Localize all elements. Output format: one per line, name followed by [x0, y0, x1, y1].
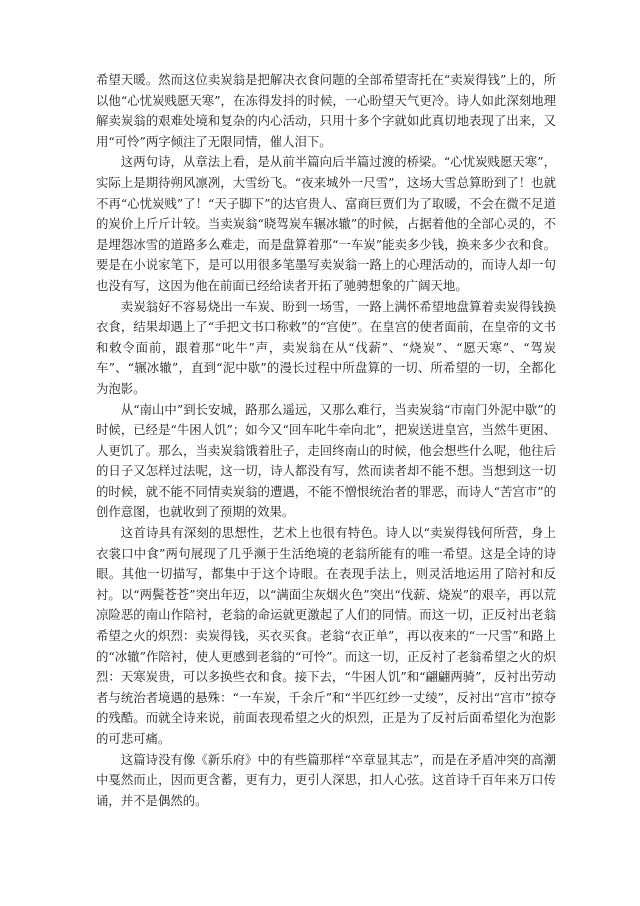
paragraph-3: 卖炭翁好不容易烧出一车炭、盼到一场雪，一路上满怀希望地盘算着卖炭得钱换衣食，结果却遇上了“手把文书口称敕”的“宫使”。在皇宫的使者面前，在皇帝的文书和敕令面前，跟着那“叱牛”声，卖炭翁在从“伐薪”、“烧炭”、“愿天寒”、“驾炭车”、“辗冰辙”，直到“泥中歇”的漫长过程中所盘算的一切、所希望的一切，全都化为泡影。 [96, 298, 556, 396]
paragraph-5: 这首诗具有深刻的思想性，艺术上也很有特色。诗人以“卖炭得钱何所营，身上衣裳口中食”两句展现了几乎濒于生活绝境的老翁所能有的唯一希望。这是全诗的诗眼。其他一切描写，都集中于这个诗眼。在表现手法上，则灵活地运用了陪衬和反衬。以“两鬓苍苍”突出年迈，以“满面尘灰烟火色”突出“伐薪、烧炭”的艰辛，再以荒凉险恶的南山作陪衬，老翁的命运就更激起了人们的同情。而这一切，正反衬出老翁希望之火的炽烈：卖炭得钱，买衣买食。老翁“衣正单”，再以夜来的“一尺雪”和路上的“冰辙”作陪衬，使人更感到老翁的“可怜”。而这一切，正反衬了老翁希望之火的炽烈：天寒炭贵，可以多换些衣和食。接下去，“牛困人饥”和“翩翩两骑”，反衬出劳动者与统治者境遇的悬殊：“一车炭，千余斤”和“半匹红纱一丈绫”，反衬出“宫市”掠夺的残酷。而就全诗来说，前面表现希望之火的炽烈，正是为了反衬后面希望化为泡影的可悲可痛。 [96, 525, 556, 746]
paragraph-4: 从“南山中”到长安城，路那么遥远，又那么难行，当卖炭翁“市南门外泥中歇”的时候，已经是“牛困人饥”；如今又“回车叱牛牵向北”，把炭送进皇宫，当然牛更困、人更饥了。那么，当卖炭翁饿着肚子，走回终南山的时候，他会想些什么呢，他往后的日子又怎样过法呢，这一切，诗人都没有写，然而读者却不能不想。当想到这一切的时候，就不能不同情卖炭翁的遭遇，不能不憎恨统治者的罪恶，而诗人“苦宫市”的创作意图，也就收到了预期的效果。 [96, 401, 556, 520]
paragraph-1: 希望天暖。然而这位卖炭翁是把解决衣食问题的全部希望寄托在“卖炭得钱”上的，所以他“心忧炭贱愿天寒”，在冻得发抖的时候，一心盼望天气更冷。诗人如此深刻地理解卖炭翁的艰难处境和复杂的内心活动，只用十多个字就如此真切地表现了出来，又用“可怜”两字倾注了无限同情，催人泪下。 [96, 72, 556, 149]
paragraph-2: 这两句诗，从章法上看，是从前半篇向后半篇过渡的桥梁。“心忧炭贱愿天寒”，实际上是期待朔风凛冽，大雪纷飞。“夜来城外一尺雪”，这场大雪总算盼到了！也就不再“心忧炭贱”了！“天子脚下”的达官贵人、富商巨贾们为了取暖，不会在微不足道的炭价上斤斤计较。当卖炭翁“晓驾炭车辗冰辙”的时候，占据着他的全部心灵的，不是埋怨冰雪的道路多么难走，而是盘算着那“一车炭”能卖多少钱，换来多少衣和食。要是在小说家笔下，是可以用很多笔墨写卖炭翁一路上的心理活动的，而诗人却一句也没有写，这因为他在前面已经给读者开拓了驰骋想象的广阔天地。 [96, 154, 556, 293]
paragraph-6: 这篇诗没有像《新乐府》中的有些篇那样“卒章显其志”，而是在矛盾冲突的高潮中戛然而止，因而更含蓄，更有力，更引人深思，扣人心弦。这首诗千百年来万口传诵，并不是偶然的。 [96, 751, 556, 808]
